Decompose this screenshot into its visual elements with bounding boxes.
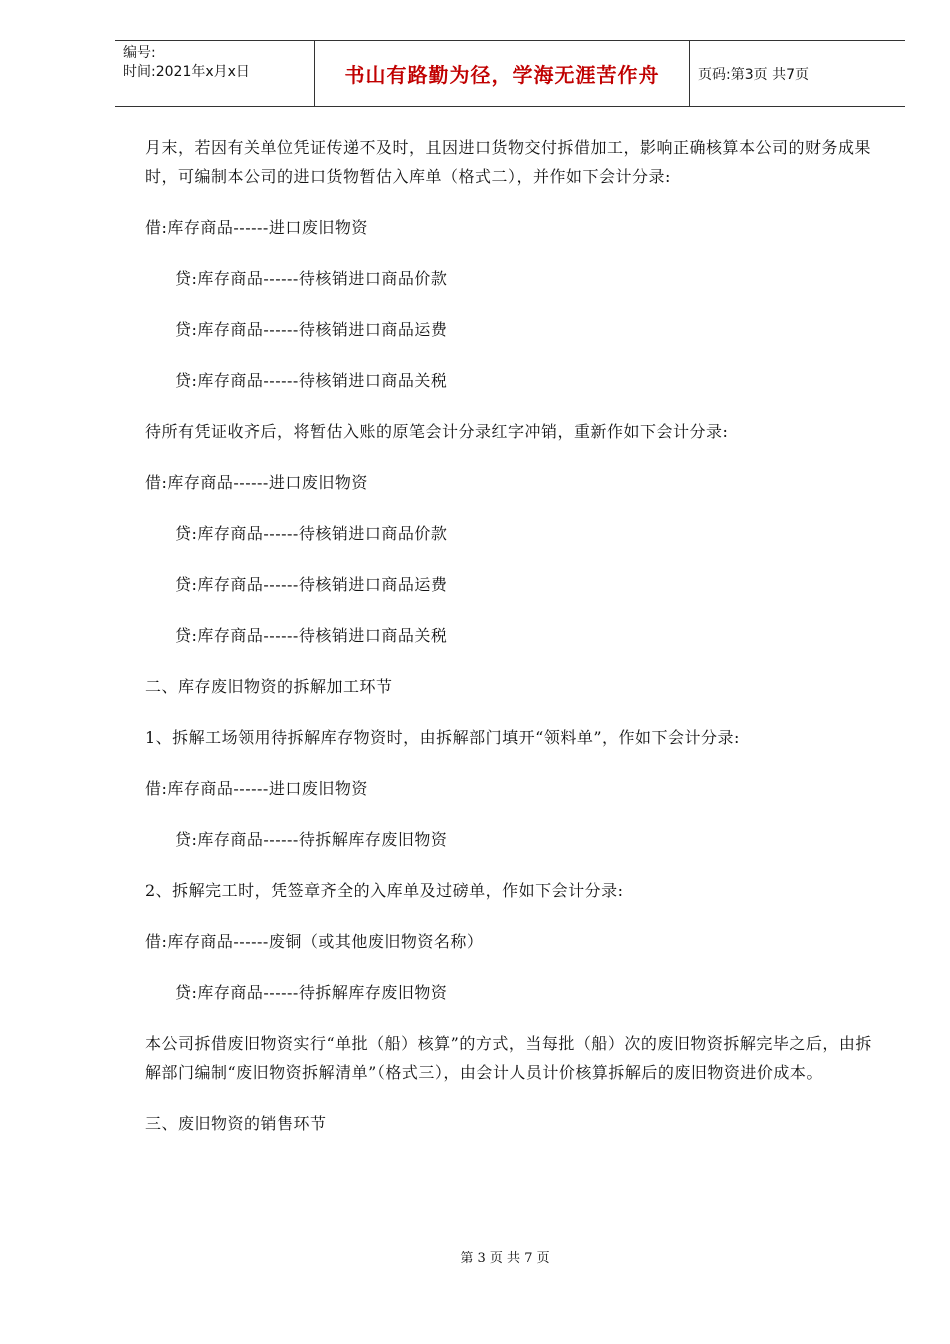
paragraph: 贷:库存商品------待核销进口商品运费: [175, 575, 448, 594]
paragraph: 借:库存商品------进口废旧物资: [145, 779, 368, 798]
paragraph: 贷:库存商品------待核销进口商品价款: [175, 524, 448, 543]
paragraph: 贷:库存商品------待核销进口商品运费: [175, 320, 448, 339]
paragraph: 贷:库存商品------待核销进口商品价款: [175, 269, 448, 288]
paragraph: 借:库存商品------进口废旧物资: [145, 473, 368, 492]
paragraph: 月末，若因有关单位凭证传递不及时，且因进口货物交付拆借加工，影响正确核算本公司的财务成果时，可编制本公司的进口货物暂估入库单（格式二），并作如下会计分录:: [145, 138, 872, 186]
paragraph: 本公司拆借废旧物资实行“单批（船）核算”的方式，当每批（船）次的废旧物资拆解完毕之后，由拆解部门编制“废旧物资拆解清单”（格式三），由会计人员计价核算拆解后的废旧物资进价成本。: [145, 1034, 872, 1082]
paragraph: 1、拆解工场领用待拆解库存物资时，由拆解部门填开“领料单”，作如下会计分录:: [145, 728, 740, 747]
paragraph: 贷:库存商品------待核销进口商品关税: [175, 626, 448, 645]
document-body: [145, 133, 875, 1160]
paragraph: 2、拆解完工时，凭签章齐全的入库单及过磅单，作如下会计分录:: [145, 881, 624, 900]
document-number-label: 编号:: [123, 45, 156, 61]
paragraph: 待所有凭证收齐后，将暂估入账的原笔会计分录红字冲销，重新作如下会计分录:: [145, 422, 729, 441]
page-footer: 第 3 页 共 7 页: [460, 1251, 550, 1266]
header-meta: [115, 41, 315, 106]
paragraph: 贷:库存商品------待核销进口商品关税: [175, 371, 448, 390]
header-page-info: 页码:第3页 共7页: [698, 66, 809, 83]
paragraph: 二、库存废旧物资的拆解加工环节: [145, 677, 393, 696]
paragraph: 贷:库存商品------待拆解库存废旧物资: [175, 983, 448, 1002]
paragraph: 借:库存商品------进口废旧物资: [145, 218, 368, 237]
page-header: [115, 40, 905, 107]
paragraph: 借:库存商品------废铜（或其他废旧物资名称）: [145, 932, 484, 951]
paragraph: 三、废旧物资的销售环节: [145, 1114, 327, 1133]
document-date: 时间:2021年x月x日: [123, 64, 250, 80]
header-motto: 书山有路勤为径，学海无涯苦作舟: [315, 41, 690, 106]
paragraph: 贷:库存商品------待拆解库存废旧物资: [175, 830, 448, 849]
